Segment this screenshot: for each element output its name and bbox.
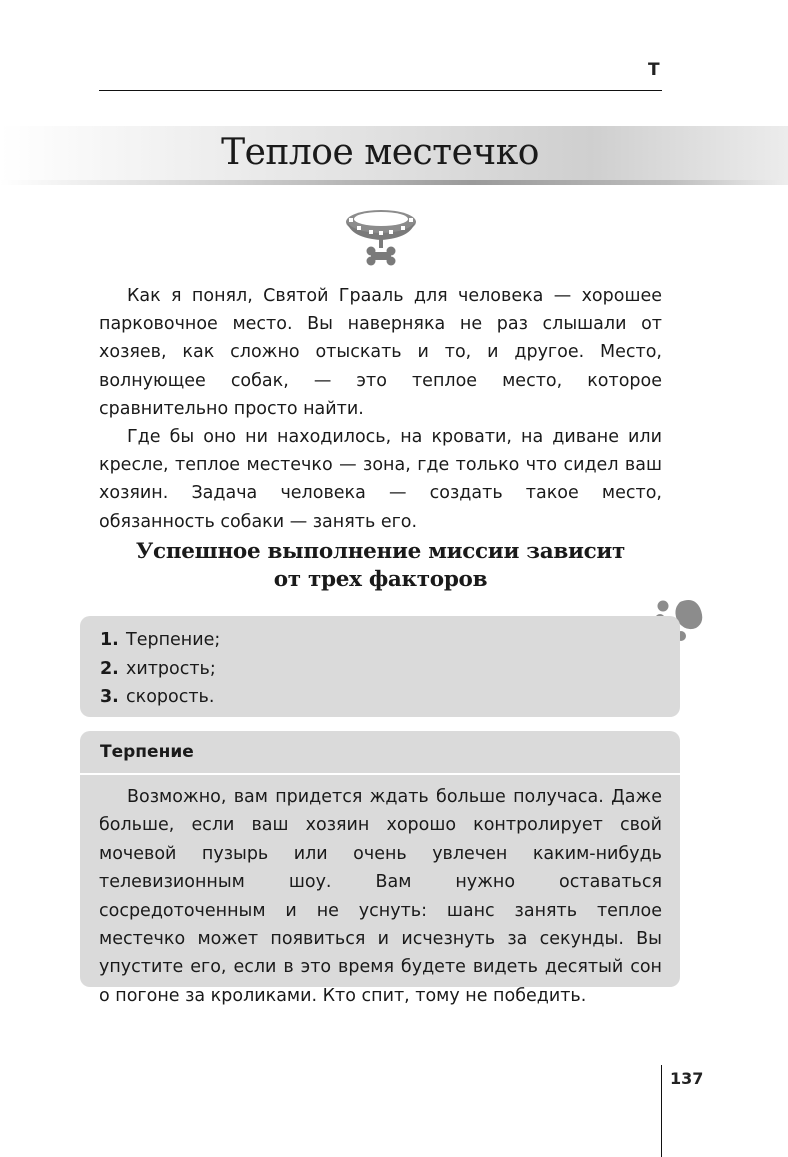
list-item-number: 1. (100, 630, 119, 650)
list-item-number: 3. (100, 687, 119, 707)
list-item-number: 2. (100, 658, 119, 679)
header-rule (99, 90, 662, 91)
page-number: 137 (670, 1069, 704, 1088)
patience-box-body (99, 783, 662, 1010)
list-item (100, 626, 680, 655)
running-head-letter: Т (648, 60, 660, 80)
list-item-label: скорость. (126, 687, 215, 707)
intro-paragraph: Как я понял, Святой Грааль для человека — хорошее парковочное место. Вы наверняка не раз слышали от хозяев, как сложно отыскать и то, и другое. Место, волнующее собак, — это теплое место, которое сравнительно просто найти. (99, 286, 662, 419)
factors-list (80, 616, 680, 712)
dog-collar-with-bone-icon (343, 204, 419, 268)
chapter-title: Теплое местечко (221, 132, 539, 173)
list-item-label: Терпение; (126, 630, 221, 650)
list-item (100, 683, 680, 712)
patience-paragraph: Возможно, вам придется ждать больше получаса. Даже больше, если ваш хозяин хорошо контролирует свой мочевой пузырь или очень увлечен каким-нибудь телевизионным шоу. Вам нужно оставаться сосредоточенным и не уснуть: шанс занять теплое местечко может появиться и исчезнуть за секунды. Вы упустите его, если в это время будете видеть десятый сон о погоне за кроликами. Кто спит, тому не победить. (99, 787, 662, 1006)
list-item-label: хитрость; (126, 658, 216, 679)
section-heading (99, 538, 662, 594)
patience-box (80, 731, 680, 1006)
list-item (100, 655, 680, 684)
section-heading-line: от трех факторов (273, 567, 488, 592)
patience-box-heading: Терпение (80, 731, 680, 775)
section-heading-line: Успешное выполнение миссии зависит (135, 539, 626, 564)
intro-text (99, 282, 662, 536)
intro-paragraph: Где бы оно ни находилось, на кровати, на диване или кресле, теплое местечко — зона, где только что сидел ваш хозяин. Задача человека — создать такое место, обязанность собаки — занять его. (99, 427, 662, 532)
footer-rule (661, 1065, 662, 1157)
chapter-title-band-shadow (0, 180, 788, 185)
factors-list-box (80, 616, 680, 717)
